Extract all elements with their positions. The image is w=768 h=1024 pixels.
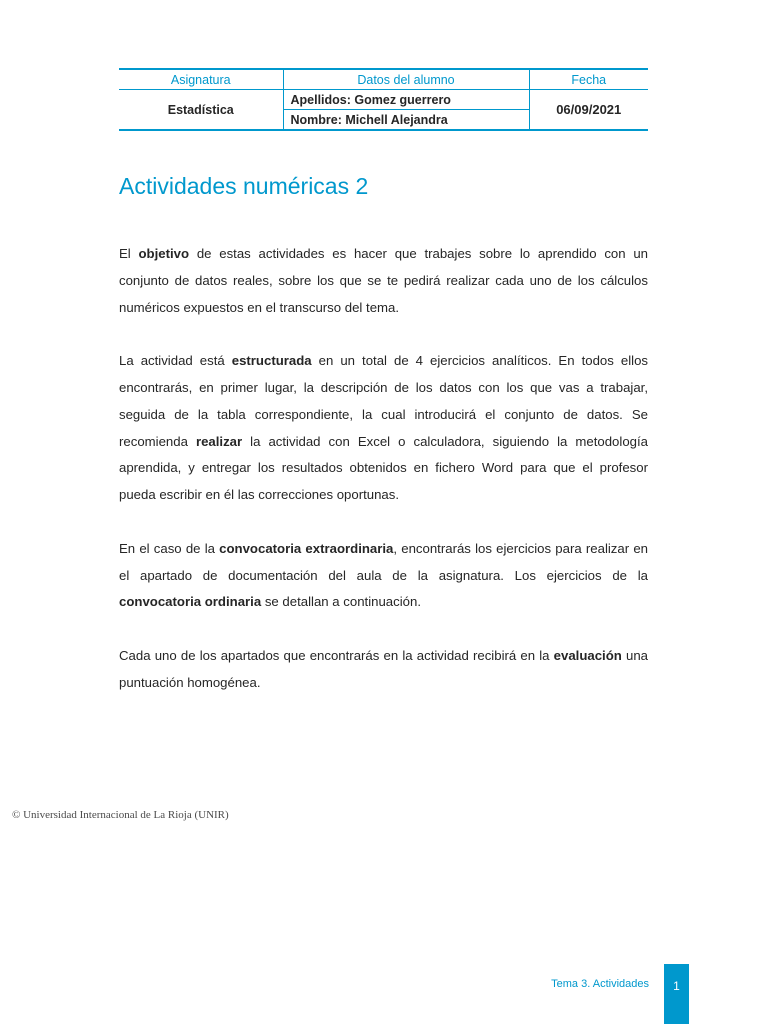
- student-surname: Apellidos: Gomez guerrero: [283, 90, 529, 110]
- page-number-badge: [664, 964, 689, 1024]
- bold-term: evaluación: [553, 647, 622, 663]
- paragraph-text: la actividad con Excel o calculadora, siguiendo la metodología aprendida, y entregar los resultados obtenidos en fichero Word para que el profesor pueda escribir en él las correcciones oportunas.: [119, 433, 648, 503]
- body-paragraph: [119, 643, 648, 697]
- student-row-1: [119, 90, 648, 110]
- paragraph-text: de estas actividades es hacer que trabajes sobre lo aprendido con un conjunto de datos reales, sobre los que se te pedirá realizar cada uno de los cálculos numéricos expuestos en el transcurso del tema.: [119, 246, 649, 315]
- page-number: 1: [673, 979, 680, 993]
- header-row: [119, 69, 648, 90]
- copyright-notice: © Universidad Internacional de La Rioja (UNIR): [12, 809, 229, 821]
- paragraph-text: se detallan a continuación.: [261, 594, 421, 610]
- header-table: [119, 68, 648, 131]
- paragraph-text: en un total de 4 ejercicios analíticos. En todos ellos encontrarás, en primer lugar, la descripción de los datos con los que vas a trabajar, seguida de la tabla correspondiente, la cual introducirá el conjunto de datos. Se recomienda: [119, 353, 649, 449]
- bold-term: objetivo: [138, 246, 190, 261]
- bold-term: convocatoria extraordinaria: [219, 540, 394, 556]
- paragraph-text: La actividad está: [119, 353, 232, 369]
- page-title: Actividades numéricas 2: [119, 173, 369, 199]
- header-date-column: Fecha: [529, 69, 648, 90]
- subject-value: Estadística: [119, 90, 283, 131]
- bold-term: realizar: [195, 433, 243, 449]
- footer-section-label: Tema 3. Actividades: [551, 978, 649, 990]
- student-name: Nombre: Michell Alejandra: [283, 110, 529, 131]
- date-value: 06/09/2021: [529, 90, 648, 131]
- paragraph-text: Cada uno de los apartados que encontrarás en la actividad recibirá en la: [119, 647, 554, 663]
- paragraph-text: , encontrarás los ejercicios para realizar en el apartado de documentación del aula de la asignatura. Los ejercicios de la: [119, 540, 648, 583]
- paragraph-text: una puntuación homogénea.: [119, 647, 648, 690]
- body-paragraph: [119, 536, 648, 616]
- paragraph-text: En el caso de la: [119, 540, 220, 556]
- bold-term: estructurada: [231, 353, 312, 369]
- body-paragraph: [119, 241, 648, 321]
- header-subject-column: Asignatura: [119, 69, 283, 90]
- body-paragraph: [119, 348, 648, 509]
- body-text: [119, 241, 648, 723]
- paragraph-text: El: [119, 246, 139, 261]
- bold-term: convocatoria ordinaria: [119, 594, 262, 610]
- header-student-column: Datos del alumno: [283, 69, 529, 90]
